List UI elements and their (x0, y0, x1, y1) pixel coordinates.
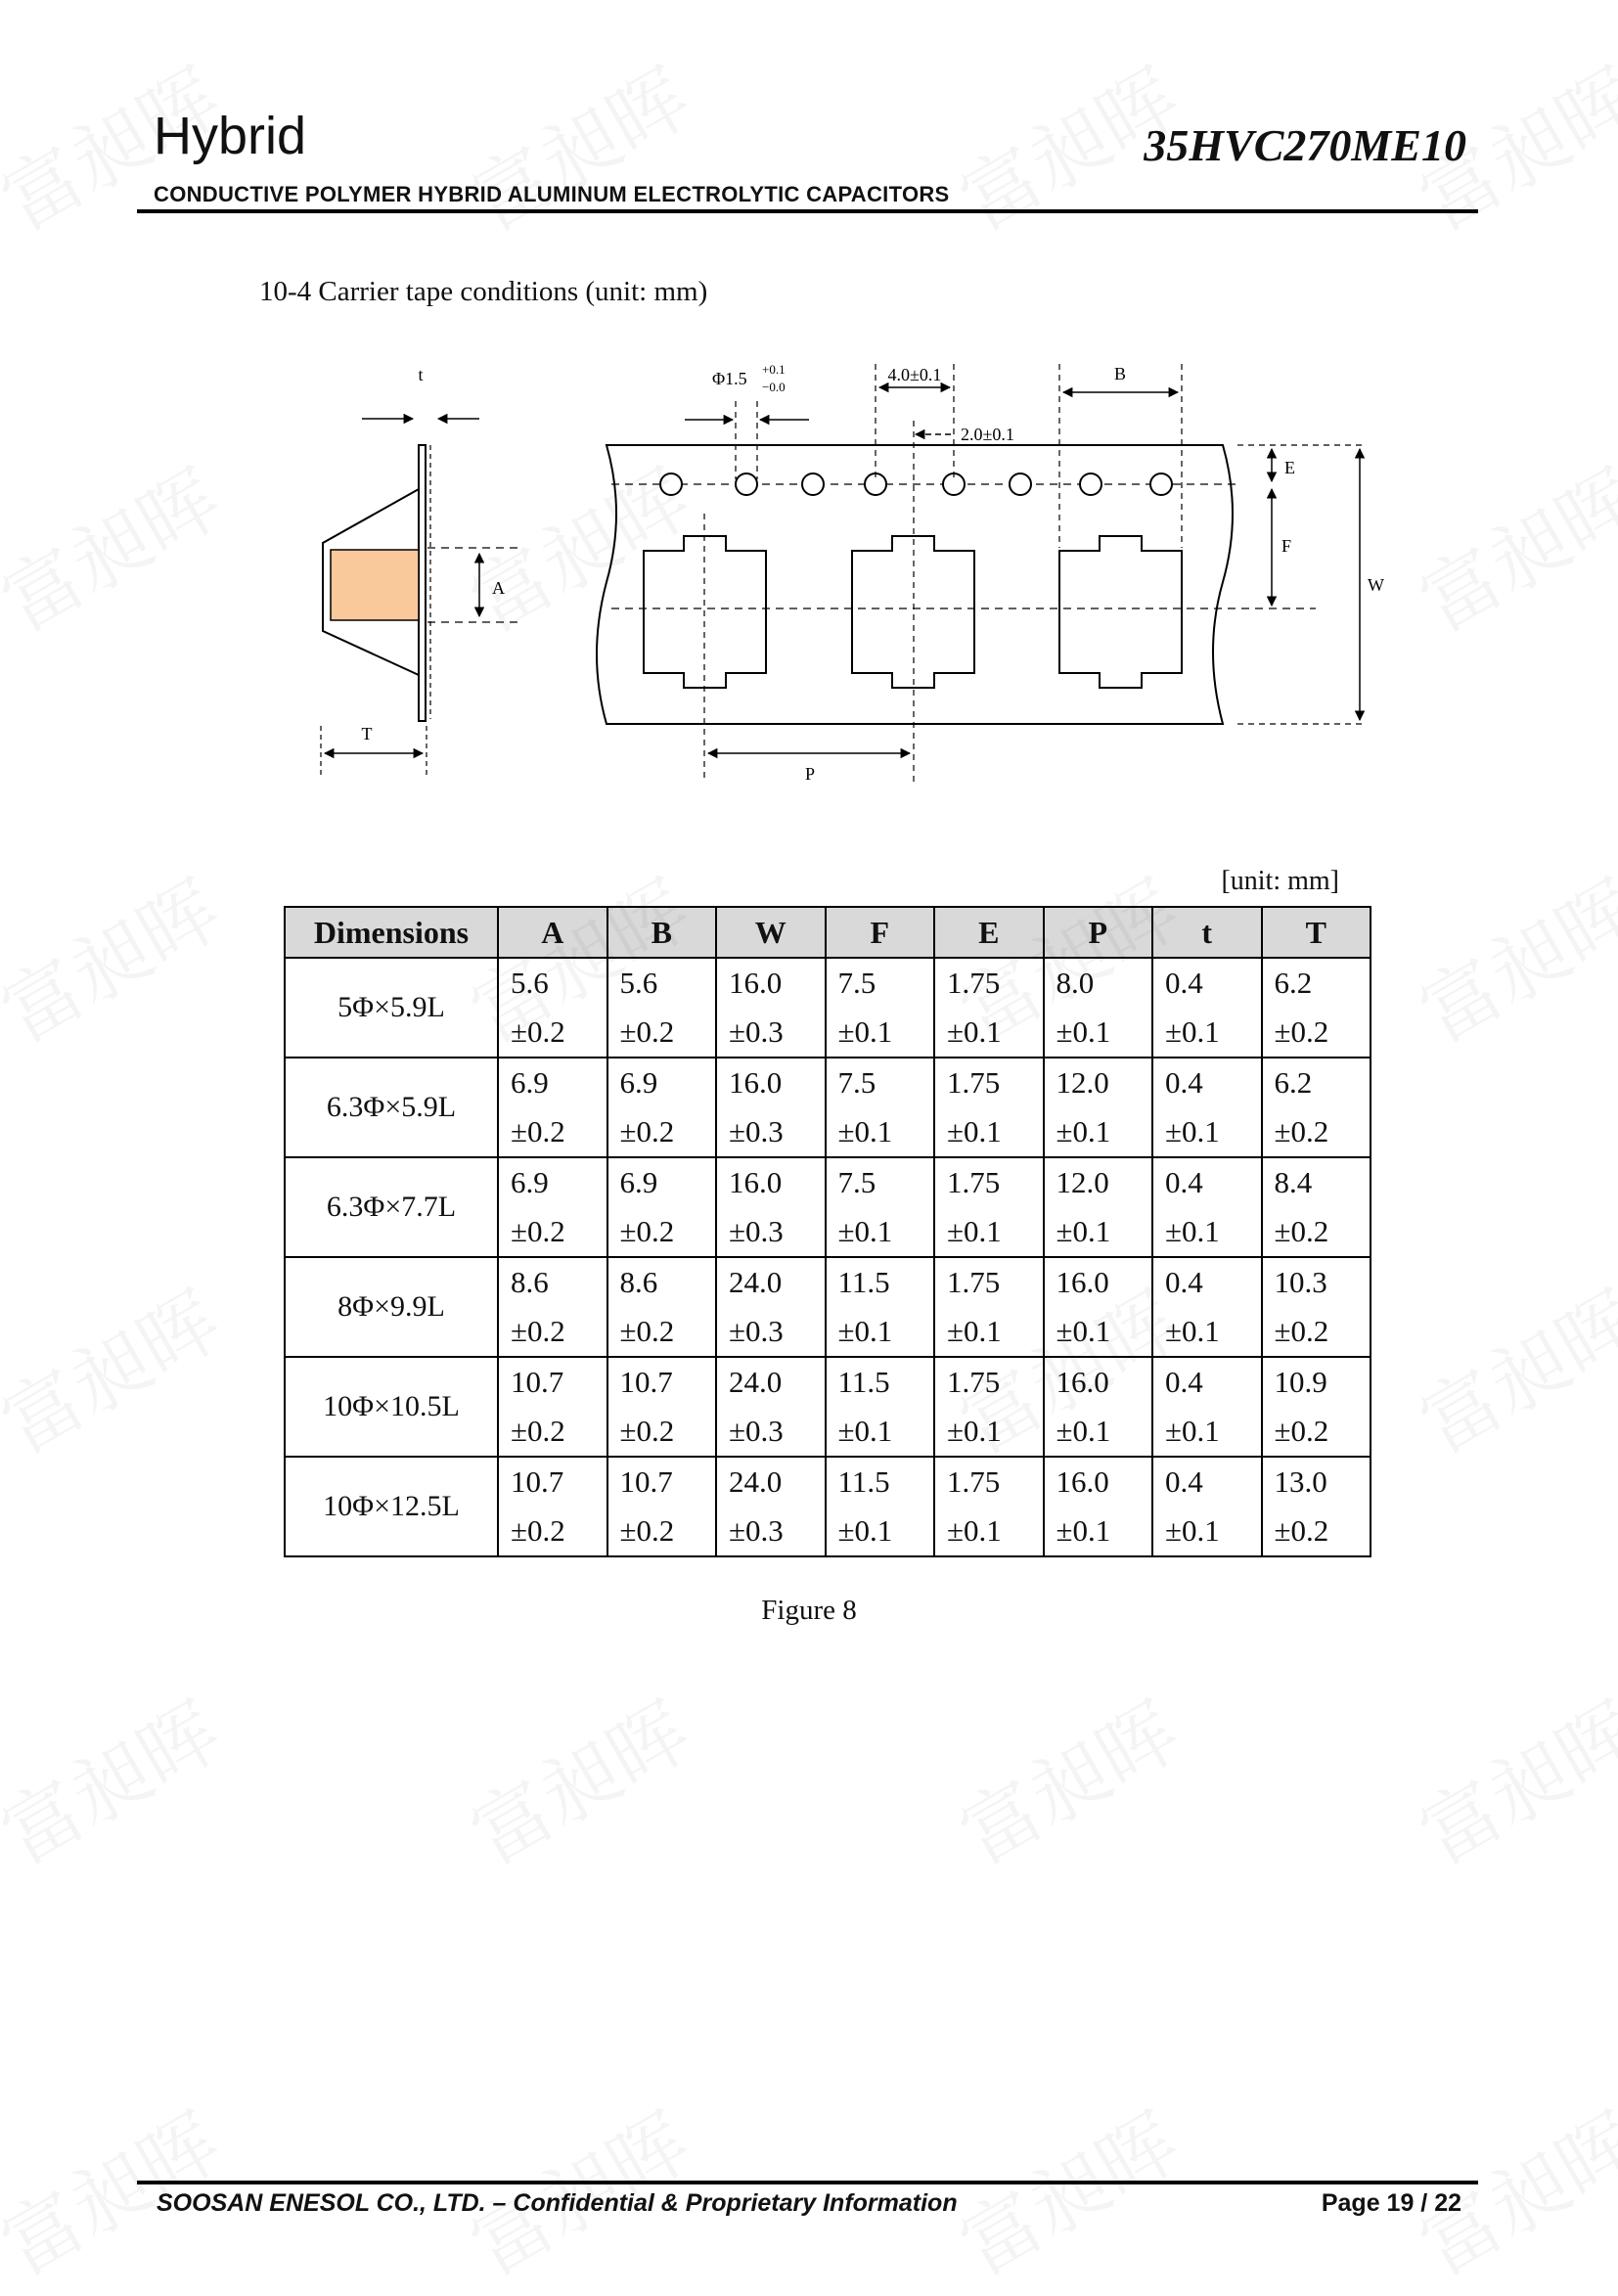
label-A: A (492, 578, 505, 598)
table-cell (716, 1357, 826, 1457)
table-row (285, 1157, 1371, 1257)
cell-content (827, 959, 934, 1057)
model-number: 35HVC270ME10 (1144, 120, 1466, 170)
cell-content (935, 959, 1043, 1057)
table-cell (934, 1357, 1044, 1457)
cell-tolerance: ±0.3 (729, 1114, 784, 1148)
cell-tolerance: ±0.2 (619, 1414, 675, 1448)
header-t: t (1152, 907, 1262, 958)
figure-caption: Figure 8 (761, 1595, 857, 1626)
table-cell (934, 1457, 1044, 1556)
header-W: W (716, 907, 826, 958)
table-cell (1152, 1058, 1262, 1157)
table-cell (826, 1457, 935, 1556)
cell-content (717, 1458, 825, 1555)
cell-tolerance: ±0.1 (1056, 1314, 1111, 1348)
cell-value: 24.0 (729, 1464, 783, 1499)
table-cell (1262, 1457, 1371, 1556)
table-body (285, 958, 1371, 1556)
cell-content (608, 1358, 716, 1456)
table-cell (1262, 1357, 1371, 1457)
cell-tolerance: ±0.1 (1165, 1214, 1220, 1248)
watermark (0, 849, 238, 1064)
cell-tolerance: ±0.1 (837, 1214, 893, 1248)
cell-value: 10.7 (511, 1365, 564, 1399)
header-B: B (607, 907, 717, 958)
cell-tolerance: ±0.1 (947, 1114, 1002, 1148)
cell-value: 16.0 (729, 966, 783, 1000)
cell-value: 12.0 (1056, 1065, 1109, 1100)
table-cell (498, 958, 607, 1058)
cell-content (608, 1258, 716, 1356)
cell-value: 0.4 (1165, 1165, 1203, 1199)
carrier-tape-diagram (0, 0, 1618, 802)
label-T: T (361, 724, 373, 743)
cell-tolerance: ±0.3 (729, 1513, 784, 1548)
cell-tolerance: ±0.1 (1165, 1414, 1220, 1448)
cell-value: 1.75 (947, 1065, 1001, 1100)
table-cell (934, 1058, 1044, 1157)
section-title: 10-4 Carrier tape conditions (unit: mm) (259, 276, 708, 307)
table-cell (716, 1157, 826, 1257)
table-cell (716, 958, 826, 1058)
cell-value: 16.0 (1056, 1265, 1109, 1299)
cell-content (499, 1458, 607, 1555)
page-number: Page 19 / 22 (1321, 2189, 1461, 2217)
cell-value: 6.9 (511, 1065, 549, 1100)
table-cell (1152, 1257, 1262, 1357)
watermark (0, 1671, 238, 1886)
cell-value: 13.0 (1274, 1464, 1327, 1499)
dimension-size: 10Φ×12.5L (285, 1457, 498, 1556)
header-P: P (1044, 907, 1153, 958)
table-cell (498, 1357, 607, 1457)
header-F: F (826, 907, 935, 958)
cell-value: 24.0 (729, 1265, 783, 1299)
table-cell (934, 1257, 1044, 1357)
table-cell (607, 1357, 717, 1457)
label-P: P (804, 764, 816, 784)
cell-content (827, 1258, 934, 1356)
table-cell (1152, 1157, 1262, 1257)
dimension-size: 5Φ×5.9L (285, 958, 498, 1058)
header-A: A (498, 907, 607, 958)
cell-tolerance: ±0.1 (1056, 1513, 1111, 1548)
table-cell (716, 1457, 826, 1556)
cell-value: 10.7 (619, 1365, 673, 1399)
label-F: F (1281, 536, 1292, 556)
table-cell (498, 1457, 607, 1556)
cell-value: 16.0 (729, 1165, 783, 1199)
cell-tolerance: ±0.1 (1165, 1314, 1220, 1348)
cell-value: 1.75 (947, 1464, 1001, 1499)
cell-value: 6.9 (619, 1165, 658, 1199)
cell-tolerance: ±0.1 (1056, 1014, 1111, 1049)
cell-content (1153, 1158, 1261, 1256)
label-hole-pitch: 4.0±0.1 (887, 365, 942, 384)
cell-tolerance: ±0.2 (619, 1014, 675, 1049)
table-row (285, 958, 1371, 1058)
label-B: B (1113, 364, 1127, 383)
cell-tolerance: ±0.1 (837, 1114, 893, 1148)
cell-tolerance: ±0.2 (1274, 1314, 1329, 1348)
cell-content (608, 1058, 716, 1156)
cell-value: 0.4 (1165, 1365, 1203, 1399)
dimension-size: 8Φ×9.9L (285, 1257, 498, 1357)
table-row (285, 1058, 1371, 1157)
dimensions-table (284, 906, 1371, 1557)
header-T: T (1262, 907, 1371, 958)
cell-value: 1.75 (947, 966, 1001, 1000)
cell-tolerance: ±0.1 (947, 1314, 1002, 1348)
cell-tolerance: ±0.1 (947, 1014, 1002, 1049)
cell-tolerance: ±0.1 (837, 1414, 893, 1448)
table-row (285, 1257, 1371, 1357)
cell-content (608, 1458, 716, 1555)
cell-content (1045, 1058, 1152, 1156)
cell-value: 6.9 (511, 1165, 549, 1199)
cell-content (935, 1058, 1043, 1156)
table-cell (826, 1357, 935, 1457)
cell-tolerance: ±0.2 (619, 1214, 675, 1248)
cell-content (1263, 1258, 1371, 1356)
cell-content (499, 959, 607, 1057)
cell-content (935, 1358, 1043, 1456)
watermark (936, 1671, 1195, 1886)
footer-divider (137, 2181, 1478, 2184)
cell-value: 10.9 (1274, 1365, 1327, 1399)
table-cell (1262, 1257, 1371, 1357)
cell-value: 5.6 (511, 966, 549, 1000)
cell-tolerance: ±0.2 (511, 1214, 565, 1248)
cell-content (935, 1458, 1043, 1555)
cell-content (827, 1458, 934, 1555)
cell-content (1263, 1358, 1371, 1456)
cell-content (1153, 1458, 1261, 1555)
cell-value: 8.6 (511, 1265, 549, 1299)
table-cell (1152, 1357, 1262, 1457)
table-cell (716, 1257, 826, 1357)
cell-tolerance: ±0.2 (619, 1513, 675, 1548)
cell-tolerance: ±0.2 (1274, 1513, 1329, 1548)
table-header-row (285, 907, 1371, 958)
cell-tolerance: ±0.2 (1274, 1014, 1329, 1049)
label-hole-tol-plus: +0.1 (762, 362, 786, 377)
cell-tolerance: ±0.2 (1274, 1114, 1329, 1148)
cell-content (499, 1058, 607, 1156)
dimension-size: 6.3Φ×5.9L (285, 1058, 498, 1157)
cell-value: 6.2 (1274, 1065, 1313, 1100)
header-E: E (934, 907, 1044, 958)
cell-content (1153, 959, 1261, 1057)
cell-tolerance: ±0.1 (1056, 1214, 1111, 1248)
cell-value: 10.7 (511, 1464, 564, 1499)
cell-tolerance: ±0.2 (619, 1314, 675, 1348)
watermark (1396, 1671, 1618, 1886)
cell-value: 16.0 (729, 1065, 783, 1100)
cell-content (935, 1158, 1043, 1256)
cell-tolerance: ±0.1 (1165, 1114, 1220, 1148)
cell-value: 0.4 (1165, 966, 1203, 1000)
watermark (1396, 1260, 1618, 1475)
document-subtitle: CONDUCTIVE POLYMER HYBRID ALUMINUM ELECTROLYTIC CAPACITORS (154, 182, 950, 206)
cell-content (1045, 959, 1152, 1057)
table-cell (934, 1157, 1044, 1257)
table-cell (607, 1257, 717, 1357)
cell-content (608, 1158, 716, 1256)
cell-value: 11.5 (837, 1265, 890, 1299)
cell-value: 8.0 (1056, 966, 1095, 1000)
label-E: E (1284, 458, 1295, 477)
cell-value: 7.5 (837, 1165, 876, 1199)
side-view (321, 419, 518, 778)
header-dimensions: Dimensions (285, 907, 498, 958)
cell-tolerance: ±0.1 (1165, 1513, 1220, 1548)
label-offset: 2.0±0.1 (961, 425, 1014, 444)
cell-content (1045, 1258, 1152, 1356)
cell-content (1153, 1358, 1261, 1456)
cell-value: 11.5 (837, 1464, 890, 1499)
label-W: W (1368, 575, 1384, 595)
cell-tolerance: ±0.2 (511, 1314, 565, 1348)
cell-content (827, 1358, 934, 1456)
table-cell (607, 958, 717, 1058)
cell-value: 6.2 (1274, 966, 1313, 1000)
table-cell (826, 1257, 935, 1357)
table-cell (826, 1157, 935, 1257)
cell-value: 11.5 (837, 1365, 890, 1399)
cell-value: 10.3 (1274, 1265, 1327, 1299)
cell-value: 12.0 (1056, 1165, 1109, 1199)
cell-tolerance: ±0.1 (837, 1014, 893, 1049)
table-cell (1044, 1457, 1153, 1556)
cell-tolerance: ±0.1 (947, 1513, 1002, 1548)
cell-tolerance: ±0.2 (511, 1014, 565, 1049)
watermark (0, 1260, 238, 1475)
cell-content (1263, 959, 1371, 1057)
cell-tolerance: ±0.2 (511, 1414, 565, 1448)
dimension-size: 6.3Φ×7.7L (285, 1157, 498, 1257)
cell-content (1153, 1258, 1261, 1356)
cell-content (717, 1358, 825, 1456)
cell-value: 0.4 (1165, 1464, 1203, 1499)
dimension-size: 10Φ×10.5L (285, 1357, 498, 1457)
table-cell (1262, 1058, 1371, 1157)
watermark (447, 1671, 706, 1886)
table-cell (1152, 1457, 1262, 1556)
table-cell (1044, 1357, 1153, 1457)
table-cell (716, 1058, 826, 1157)
cell-value: 6.9 (619, 1065, 658, 1100)
cell-content (1045, 1458, 1152, 1555)
cell-value: 10.7 (619, 1464, 673, 1499)
cell-tolerance: ±0.2 (619, 1114, 675, 1148)
watermark (1396, 849, 1618, 1064)
cell-tolerance: ±0.1 (837, 1513, 893, 1548)
cell-content (1045, 1358, 1152, 1456)
cell-tolerance: ±0.2 (511, 1114, 565, 1148)
footer-company: SOOSAN ENESOL CO., LTD. – Confidential & Proprietary Information (157, 2189, 958, 2217)
cell-value: 0.4 (1165, 1065, 1203, 1100)
component-body (331, 550, 419, 620)
cell-content (717, 1058, 825, 1156)
cell-content (499, 1158, 607, 1256)
cell-value: 8.6 (619, 1265, 658, 1299)
cell-value: 16.0 (1056, 1464, 1109, 1499)
label-hole-tol-minus: −0.0 (762, 380, 786, 394)
cell-content (608, 959, 716, 1057)
cell-content (717, 1258, 825, 1356)
cell-content (827, 1058, 934, 1156)
cell-tolerance: ±0.3 (729, 1214, 784, 1248)
table-cell (607, 1058, 717, 1157)
table-cell (1044, 1157, 1153, 1257)
table-cell (826, 1058, 935, 1157)
cell-value: 16.0 (1056, 1365, 1109, 1399)
cell-tolerance: ±0.1 (947, 1414, 1002, 1448)
cell-content (935, 1258, 1043, 1356)
cell-tolerance: ±0.1 (1056, 1114, 1111, 1148)
cell-content (499, 1358, 607, 1456)
label-hole-diameter: Φ1.5 (712, 369, 747, 388)
cell-tolerance: ±0.1 (1165, 1014, 1220, 1049)
table-cell (1152, 958, 1262, 1058)
cell-content (1045, 1158, 1152, 1256)
cell-tolerance: ±0.2 (511, 1513, 565, 1548)
cell-value: 0.4 (1165, 1265, 1203, 1299)
cell-content (1153, 1058, 1261, 1156)
watermark (936, 2082, 1195, 2296)
cell-tolerance: ±0.1 (1056, 1414, 1111, 1448)
table-cell (934, 958, 1044, 1058)
table-cell (1262, 1157, 1371, 1257)
document-title: Hybrid (154, 107, 307, 165)
table-cell (1044, 958, 1153, 1058)
cell-value: 8.4 (1274, 1165, 1313, 1199)
table-cell (607, 1157, 717, 1257)
cell-content (717, 1158, 825, 1256)
cell-tolerance: ±0.1 (947, 1214, 1002, 1248)
table-cell (1262, 958, 1371, 1058)
table-cell (826, 958, 935, 1058)
label-t: t (418, 365, 424, 384)
cell-tolerance: ±0.3 (729, 1014, 784, 1049)
table-cell (498, 1058, 607, 1157)
cell-content (1263, 1458, 1371, 1555)
cell-content (827, 1158, 934, 1256)
cell-value: 24.0 (729, 1365, 783, 1399)
cell-value: 5.6 (619, 966, 658, 1000)
cell-tolerance: ±0.3 (729, 1414, 784, 1448)
cell-content (717, 959, 825, 1057)
table-cell (498, 1157, 607, 1257)
cell-value: 1.75 (947, 1265, 1001, 1299)
cell-value: 7.5 (837, 1065, 876, 1100)
cell-tolerance: ±0.2 (1274, 1214, 1329, 1248)
cell-tolerance: ±0.1 (837, 1314, 893, 1348)
cell-content (1263, 1058, 1371, 1156)
table-cell (498, 1257, 607, 1357)
cell-value: 1.75 (947, 1365, 1001, 1399)
cell-tolerance: ±0.3 (729, 1314, 784, 1348)
cell-content (1263, 1158, 1371, 1256)
cell-value: 7.5 (837, 966, 876, 1000)
cell-value: 1.75 (947, 1165, 1001, 1199)
unit-note: [unit: mm] (1221, 866, 1339, 896)
table-cell (607, 1457, 717, 1556)
cell-tolerance: ±0.2 (1274, 1414, 1329, 1448)
table-cell (1044, 1257, 1153, 1357)
cell-content (499, 1258, 607, 1356)
table-cell (1044, 1058, 1153, 1157)
table-row (285, 1457, 1371, 1556)
table-row (285, 1357, 1371, 1457)
